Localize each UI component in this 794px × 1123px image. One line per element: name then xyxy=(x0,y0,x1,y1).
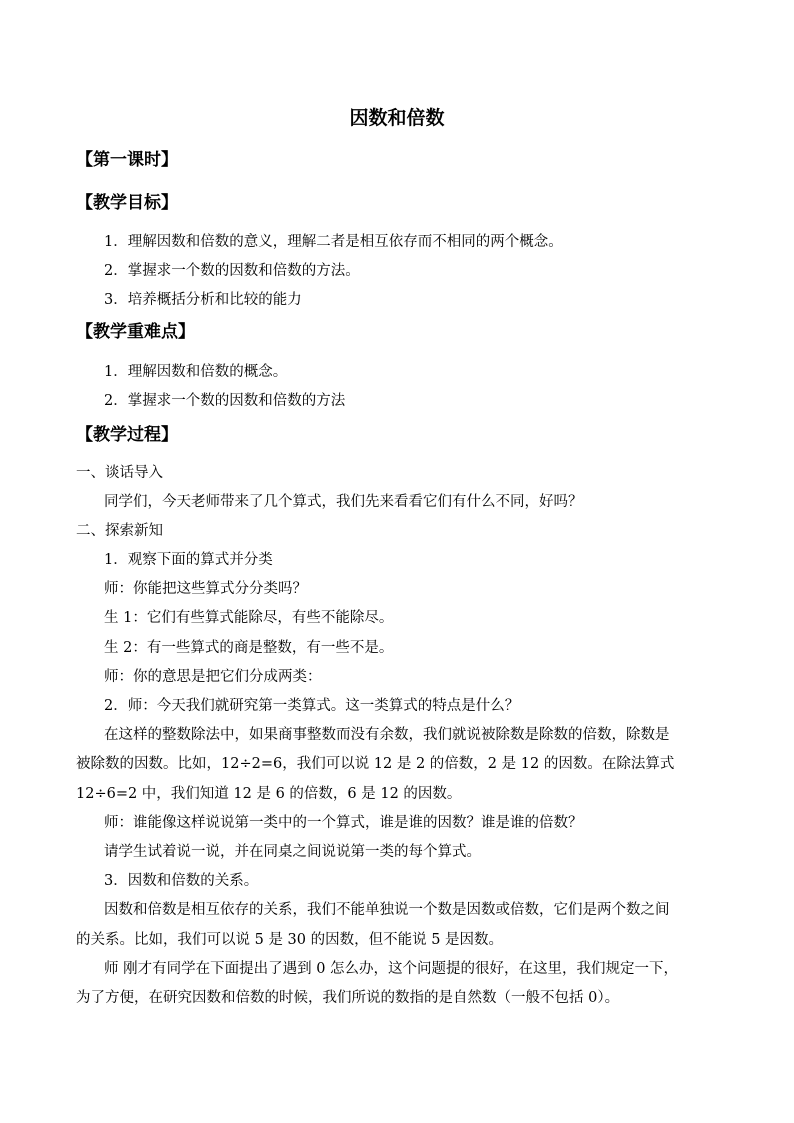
heading-key-points: 【教学重难点】 xyxy=(76,322,195,342)
paragraph: 同学们，今天老师带来了几个算式，我们先来看看它们有什么不同，好吗？ xyxy=(104,494,583,510)
section-title: 一、谈话导入 xyxy=(76,465,163,481)
dialogue-line: 生 1：它们有些算式能除尽，有些不能除尽。 xyxy=(104,610,394,626)
key-point-item: 1．理解因数和倍数的概念。 xyxy=(104,364,288,380)
heading-lesson: 【第一课时】 xyxy=(76,150,178,170)
paragraph-line: 的关系。比如，我们可以说 5 是 30 的因数，但不能说 5 是因数。 xyxy=(76,932,504,948)
paragraph: 请学生试着说一说，并在同桌之间说说第一类的每个算式。 xyxy=(104,844,481,860)
paragraph-line: 被除数的因数。比如，12÷2=6，我们可以说 12 是 2 的倍数，2 是 12 的因数。在除法算式 xyxy=(76,756,675,772)
list-item: 2．师：今天我们就研究第一类算式。这一类算式的特点是什么？ xyxy=(104,698,520,714)
list-item: 3．因数和倍数的关系。 xyxy=(104,873,259,889)
goal-item: 1．理解因数和倍数的意义，理解二者是相互依存而不相同的两个概念。 xyxy=(104,234,563,250)
list-item: 1．观察下面的算式并分类 xyxy=(104,552,273,568)
key-point-item: 2．掌握求一个数的因数和倍数的方法 xyxy=(104,393,346,409)
dialogue-line: 师：谁能像这样说说第一类中的一个算式，谁是谁的因数？谁是谁的倍数？ xyxy=(104,815,583,831)
paragraph-line: 因数和倍数是相互依存的关系，我们不能单独说一个数是因数或倍数，它们是两个数之间 xyxy=(104,902,670,918)
paragraph-line: 在这样的整数除法中，如果商事整数而没有余数，我们就说被除数是除数的倍数，除数是 xyxy=(104,727,670,743)
dialogue-line: 生 2：有一些算式的商是整数，有一些不是。 xyxy=(104,640,394,656)
paragraph-line: 12÷6=2 中，我们知道 12 是 6 的倍数，6 是 12 的因数。 xyxy=(76,786,462,802)
document-title: 因数和倍数 xyxy=(349,107,445,129)
heading-goals: 【教学目标】 xyxy=(76,193,178,213)
section-title: 二、探索新知 xyxy=(76,523,163,539)
dialogue-line: 师：你的意思是把它们分成两类： xyxy=(104,669,322,685)
paragraph-line: 为了方便，在研究因数和倍数的时候，我们所说的数指的是自然数（一般不包括 0）。 xyxy=(76,990,620,1006)
dialogue-line: 师：你能把这些算式分分类吗？ xyxy=(104,581,307,597)
heading-process: 【教学过程】 xyxy=(76,425,178,445)
goal-item: 3．培养概括分析和比较的能力 xyxy=(104,292,302,308)
paragraph-line: 师 刚才有同学在下面提出了遇到 0 怎么办，这个问题提的很好，在这里，我们规定一下， xyxy=(104,961,679,977)
goal-item: 2．掌握求一个数的因数和倍数的方法。 xyxy=(104,263,360,279)
